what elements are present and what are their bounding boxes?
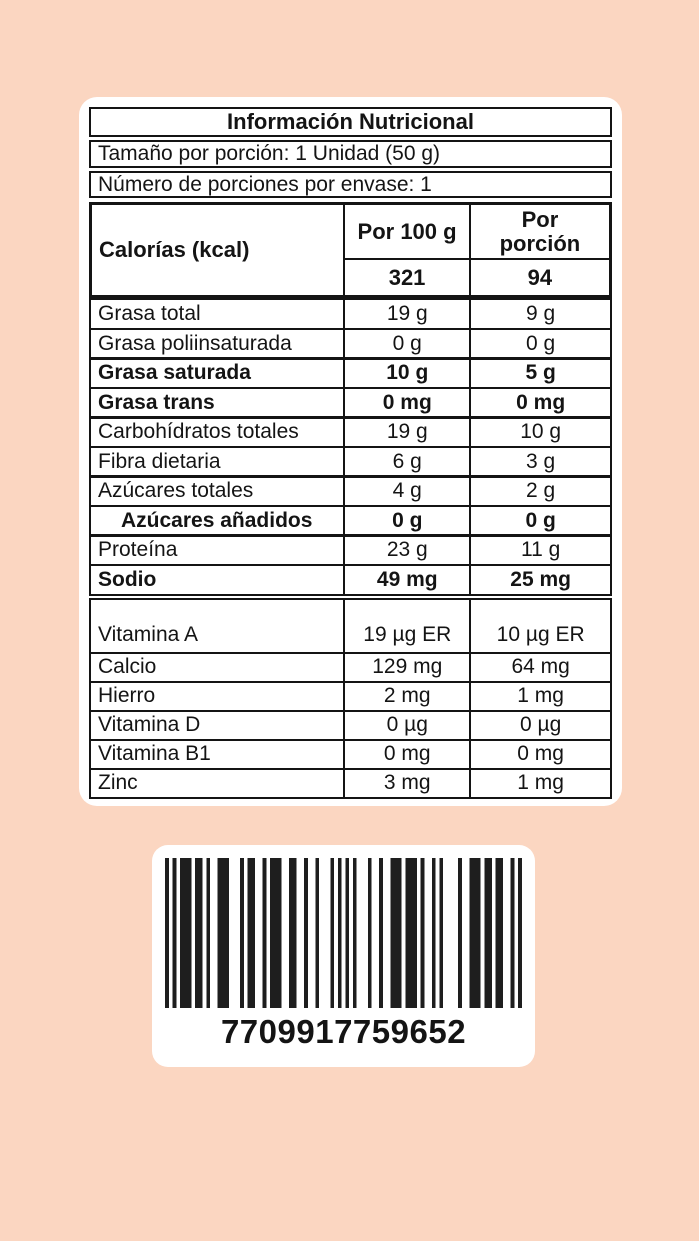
table-row-calcio (91, 652, 610, 681)
nutrient-per100: 3 mg (343, 770, 469, 797)
nutrient-per100: 4 g (343, 477, 469, 505)
barcode-number: 7709917759652 (220, 1013, 467, 1050)
nutrient-per100: 2 mg (343, 683, 469, 710)
nutrient-portion: 1 mg (469, 770, 610, 797)
nutrient-per100: 19 g (343, 418, 469, 446)
table-row-grasa-total (89, 298, 612, 330)
calories-label: Calorías (kcal) (99, 237, 250, 262)
nutrient-per100: 49 mg (343, 566, 469, 594)
column-header-per-100g: Por 100 g (343, 205, 469, 260)
nutrient-portion: 0 mg (469, 741, 610, 768)
nutrient-per100: 6 g (343, 448, 469, 476)
nutrient-portion: 2 g (469, 477, 610, 505)
table-row-fibra-dietaria (89, 446, 612, 478)
calories-block (89, 202, 612, 298)
nutrient-per100: 129 mg (343, 654, 469, 681)
nutrient-per100: 19 g (343, 300, 469, 328)
vitamins-block (89, 598, 612, 799)
nutrient-label: Sodio (98, 567, 157, 591)
nutrient-portion: 10 µg ER (469, 600, 610, 652)
table-row-proteina (89, 534, 612, 566)
nutrient-portion: 25 mg (469, 566, 610, 594)
nutrient-portion: 5 g (469, 359, 610, 387)
nutrient-portion: 3 g (469, 448, 610, 476)
nutrient-per100: 10 g (343, 359, 469, 387)
table-row-azucares-anadidos (89, 505, 612, 537)
nutrient-portion: 1 mg (469, 683, 610, 710)
nutrient-portion: 0 µg (469, 712, 610, 739)
nutrient-label: Vitamina B1 (98, 742, 211, 765)
nutrient-portion: 0 mg (469, 389, 610, 417)
nutrient-portion: 0 g (469, 507, 610, 535)
barcode-icon (165, 858, 522, 1008)
nutrient-per100: 0 g (343, 507, 469, 535)
nutrient-label: Azúcares añadidos (121, 508, 313, 532)
barcode-card (152, 845, 535, 1067)
calories-per-100g-value: 321 (343, 260, 469, 295)
table-row-vitamina-b1 (91, 739, 610, 768)
nutrient-label: Proteína (98, 538, 178, 561)
nutrient-label: Grasa saturada (98, 361, 251, 384)
table-row-grasa-poliinsaturada (89, 328, 612, 360)
nutrient-label: Fibra dietaria (98, 449, 221, 473)
calories-per-portion-value: 94 (469, 260, 609, 295)
nutrient-per100: 0 mg (343, 741, 469, 768)
nutrient-portion: 10 g (469, 418, 610, 446)
nutrient-label: Calcio (98, 655, 157, 678)
table-row-sodio (89, 564, 612, 596)
table-row-carbohidratos (89, 416, 612, 448)
servings-per-container-row: Número de porciones por envase: 1 (89, 171, 612, 198)
nutrient-label: Zinc (98, 771, 138, 794)
nutrient-label: Vitamina A (98, 622, 199, 646)
nutrient-label: Grasa trans (98, 390, 215, 414)
nutrition-facts-card (79, 97, 622, 806)
nutrient-label: Carbohídratos totales (98, 420, 299, 443)
table-row-zinc (91, 768, 610, 797)
nutrient-label: Azúcares totales (98, 479, 254, 502)
nutrient-label: Vitamina D (98, 713, 201, 736)
table-row-azucares-totales (89, 475, 612, 507)
nutrient-per100: 23 g (343, 536, 469, 564)
nutrient-per100: 19 µg ER (343, 600, 469, 652)
serving-size-row: Tamaño por porción: 1 Unidad (50 g) (89, 140, 612, 168)
nutrient-portion: 0 g (469, 330, 610, 358)
nutrient-portion: 11 g (469, 536, 610, 564)
column-header-per-portion-text: Por porción (499, 207, 581, 256)
nutrition-title: Información Nutricional (89, 107, 612, 137)
nutrient-portion: 64 mg (469, 654, 610, 681)
nutrient-per100: 0 µg (343, 712, 469, 739)
nutrient-label: Grasa total (98, 302, 201, 325)
table-row-grasa-trans (89, 387, 612, 419)
table-row-vitamina-d (91, 710, 610, 739)
nutrient-label: Grasa poliinsaturada (98, 331, 292, 355)
nutrient-label: Hierro (98, 684, 156, 707)
column-header-per-portion (469, 205, 609, 260)
nutrient-portion: 9 g (469, 300, 610, 328)
table-row-hierro (91, 681, 610, 710)
table-row-grasa-saturada (89, 357, 612, 389)
nutrient-per100: 0 g (343, 330, 469, 358)
nutrient-per100: 0 mg (343, 389, 469, 417)
table-row-vitamina-a (91, 600, 610, 652)
